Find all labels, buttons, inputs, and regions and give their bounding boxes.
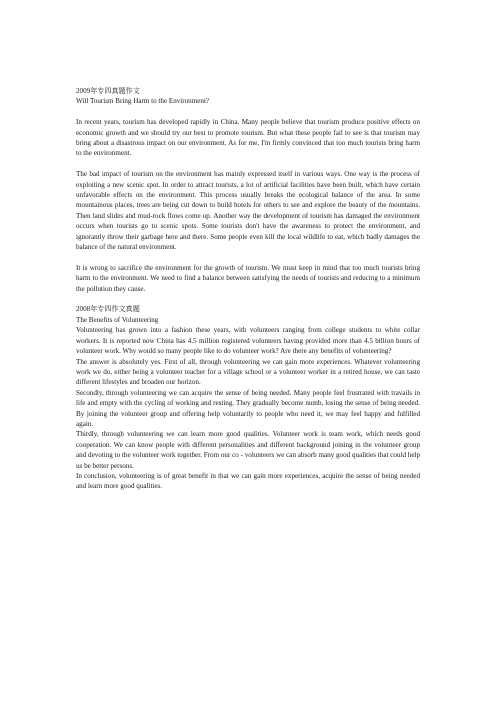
essay1-heading: 2009年专四真题作文 [76, 87, 140, 95]
essay2-paragraph-5: In conclusion, volunteering is of great benefit in that we can gain more experiences, acquire the sense of being needed and learn more good qualities. [76, 471, 420, 491]
spacer [76, 252, 420, 262]
essay1-paragraph-3: It is wrong to sacrifice the environment for the growth of tourism. We must keep in mind that too much tourists bring harm to the environment. We need to find a balance between satisfying the needs of tourists and reducing to a minimum the pollution they cause. [76, 263, 420, 293]
spacer [76, 294, 420, 304]
spacer [76, 107, 420, 117]
document-body [76, 86, 420, 492]
essay1-title: Will Tourism Bring Harm to the Environment? [76, 97, 210, 106]
essay2-paragraph-2: The answer is absolutely yes. First of all, through volunteering we can gain more experiences. Whatever volunteering work we do, either being a volunteer teacher for a village school or a volunteer worker in a retired house, we can taste different lifestyles and broaden our horizon. [76, 357, 420, 387]
essay1-paragraph-1: In recent years, tourism has developed rapidly in China. Many people believe that tourism produce positive effects on economic growth and we should try our best to promote tourism. But what these people fail to see is that tourism may bring about a disastrous impact on our environment. As for me, I'm firmly convinced that too much tourists bring harm to the environment. [76, 118, 420, 158]
essay2-paragraph-1: Volunteering has grown into a fashion these years, with volunteers ranging from college students to white collar workers. It is reported now China has 4.5 million registered volunteers having provided more than 4.5 billion hours of volunteer work. Why would so many people like to do volunteer work? Are there any benefits of volunteering? [76, 326, 420, 356]
essay2-heading: 2008年专四作文真题 [76, 305, 140, 314]
essay2-paragraph-4: Thirdly, through volunteering we can learn more good qualities. Volunteer work is team work, which needs good cooperation. We can know people with different personalities and different background joining in the volunteer group and devoting to the volunteer work together. From our co - volunteers we can absorb many good qualities that could help us be better persons. [76, 430, 420, 470]
essay1-paragraph-2: The bad impact of tourism on the environment has mainly expressed itself in various ways. One way is the process of exploiting a new scenic spot. In order to attract tourists, a lot of artificial facilities have been built, which have certain unfavorable effects on the environment. This process usually breaks the ecological balance of the area. In some mountainous places, trees are being cut down to build hotels for others to see and explore the beauty of the mountains. Then land slides and mud-rock flows come up. Another way the development of tourism has damaged the environment occurs when tourists go to scenic spots. Some tourists don't have the awareness to protect the environment, and ignorantly throw their garbage here and there. Some people even kill the local wildlife to eat, which badly damages the balance of the natural environment. [76, 170, 420, 252]
essay2-title: The Benefits of Volunteering [76, 315, 159, 324]
spacer [76, 159, 420, 169]
essay2-paragraph-3: Secondly, through volunteering we can acquire the sense of being needed. Many people feel frustrated with travails in life and empty with the cycling of working and resting. They gradually become numb, losing the sense of being needed. By joining the volunteer group and offering help voluntarily to people who need it, we may feel happy and fulfilled again. [76, 388, 420, 428]
